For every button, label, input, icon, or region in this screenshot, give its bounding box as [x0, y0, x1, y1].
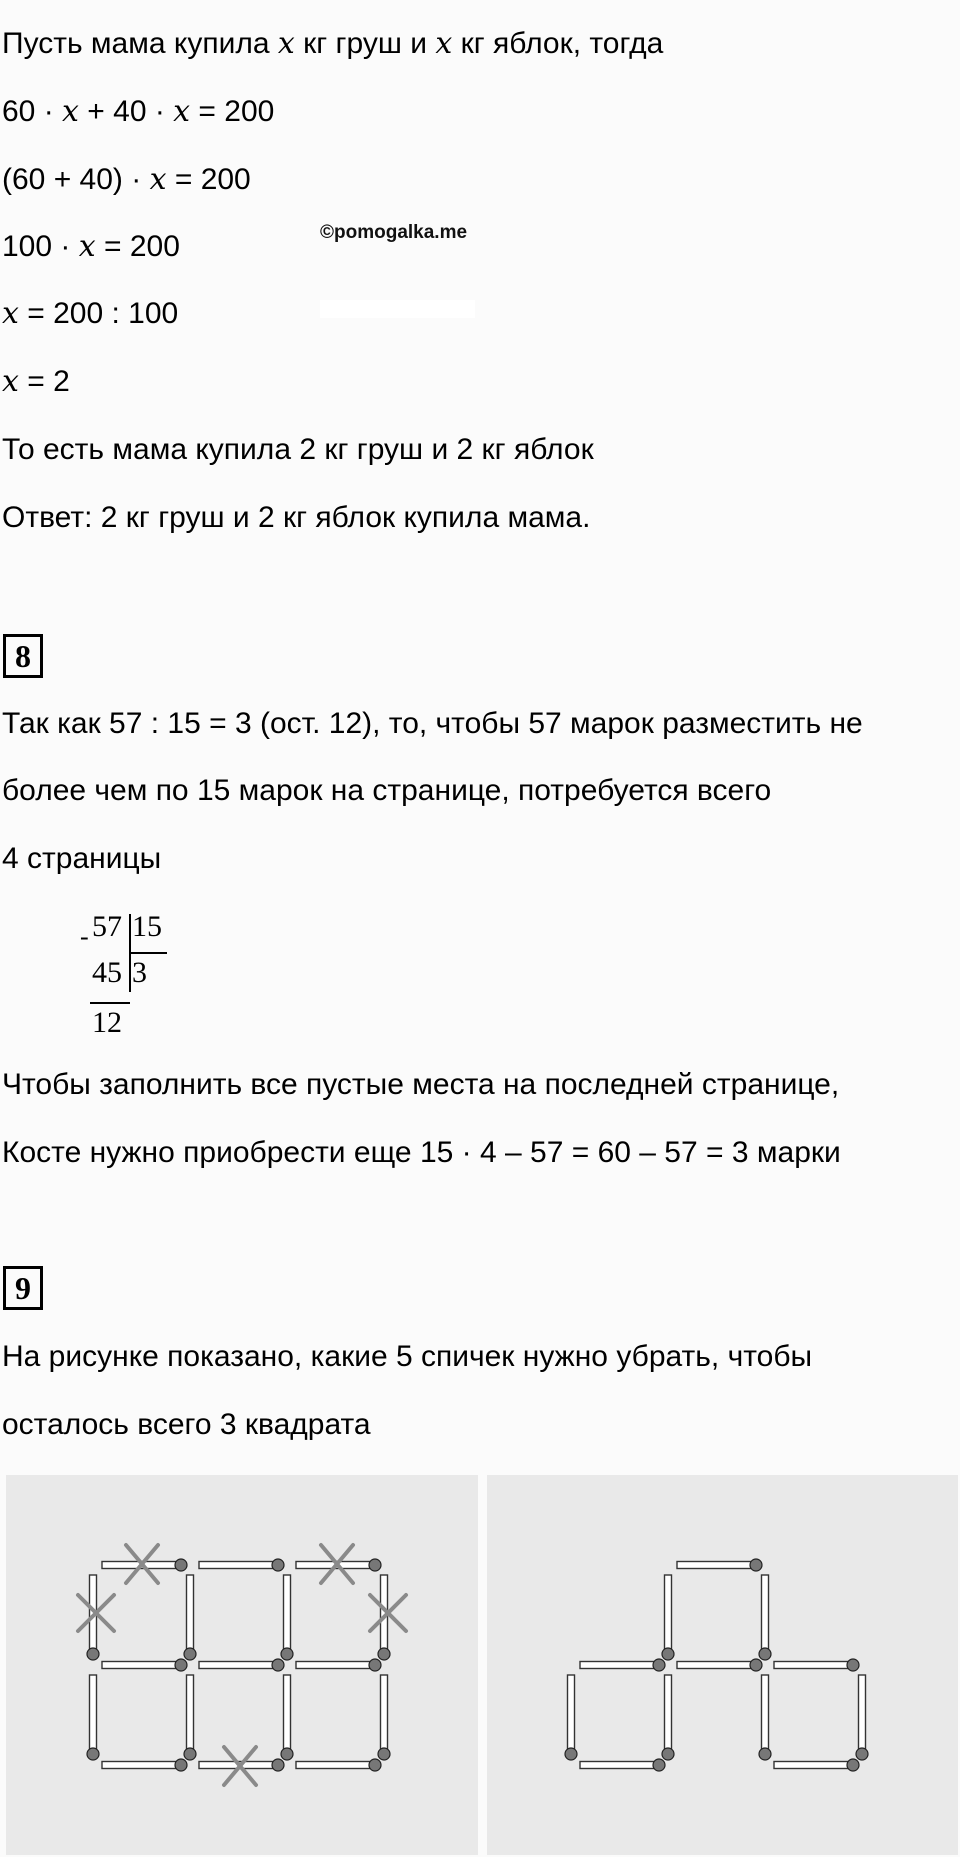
task7-intro: Пусть мама купила x кг груш и x кг яблок, тогда: [2, 26, 664, 61]
matches-before-picture: [6, 1475, 478, 1855]
task8-line-4: Чтобы заполнить все пустые места на последней странице,: [2, 1068, 840, 1101]
watermark: ©pomogalka.me: [320, 222, 468, 243]
watermark-bar: [320, 300, 475, 318]
task9-line-2: осталось всего 3 квадрата: [2, 1408, 371, 1441]
division-remainder: 12: [92, 1006, 122, 1039]
division-subtrahend: 45: [92, 956, 122, 989]
matches-after-picture: [487, 1475, 958, 1855]
task8-line-3: 4 страницы: [2, 842, 162, 875]
task9-number: 9: [3, 1266, 43, 1310]
division-divisor: 15: [132, 910, 162, 943]
task7-answer: Ответ: 2 кг груш и 2 кг яблок купила мама.: [2, 501, 591, 534]
division-quotient: 3: [132, 956, 147, 989]
task8-number: 8: [3, 634, 43, 678]
division-quotient-line: [129, 952, 167, 954]
task8-line-1: Так как 57 : 15 = 3 (ост. 12), то, чтобы 57 марок разместить не: [2, 707, 863, 740]
division-dividend: 57: [92, 910, 122, 943]
division-minus: -: [80, 922, 89, 951]
equation-3: 100 · x = 200: [2, 229, 180, 264]
task9-line-1: На рисунке показано, какие 5 спичек нужно убрать, чтобы: [2, 1340, 813, 1373]
equation-4: x = 200 : 100: [2, 296, 179, 331]
task7-result: То есть мама купила 2 кг груш и 2 кг яблок: [2, 433, 594, 466]
long-division: [70, 910, 190, 1045]
equation-1: 60 · x + 40 · x = 200: [2, 94, 275, 129]
equation-2: (60 + 40) · x = 200: [2, 162, 251, 197]
task8-line-5: Косте нужно приобрести еще 15 · 4 – 57 = 60 – 57 = 3 марки: [2, 1136, 841, 1169]
division-result-line: [90, 1002, 130, 1004]
equation-5: x = 2: [2, 364, 70, 399]
task8-line-2: более чем по 15 марок на странице, потребуется всего: [2, 774, 772, 807]
